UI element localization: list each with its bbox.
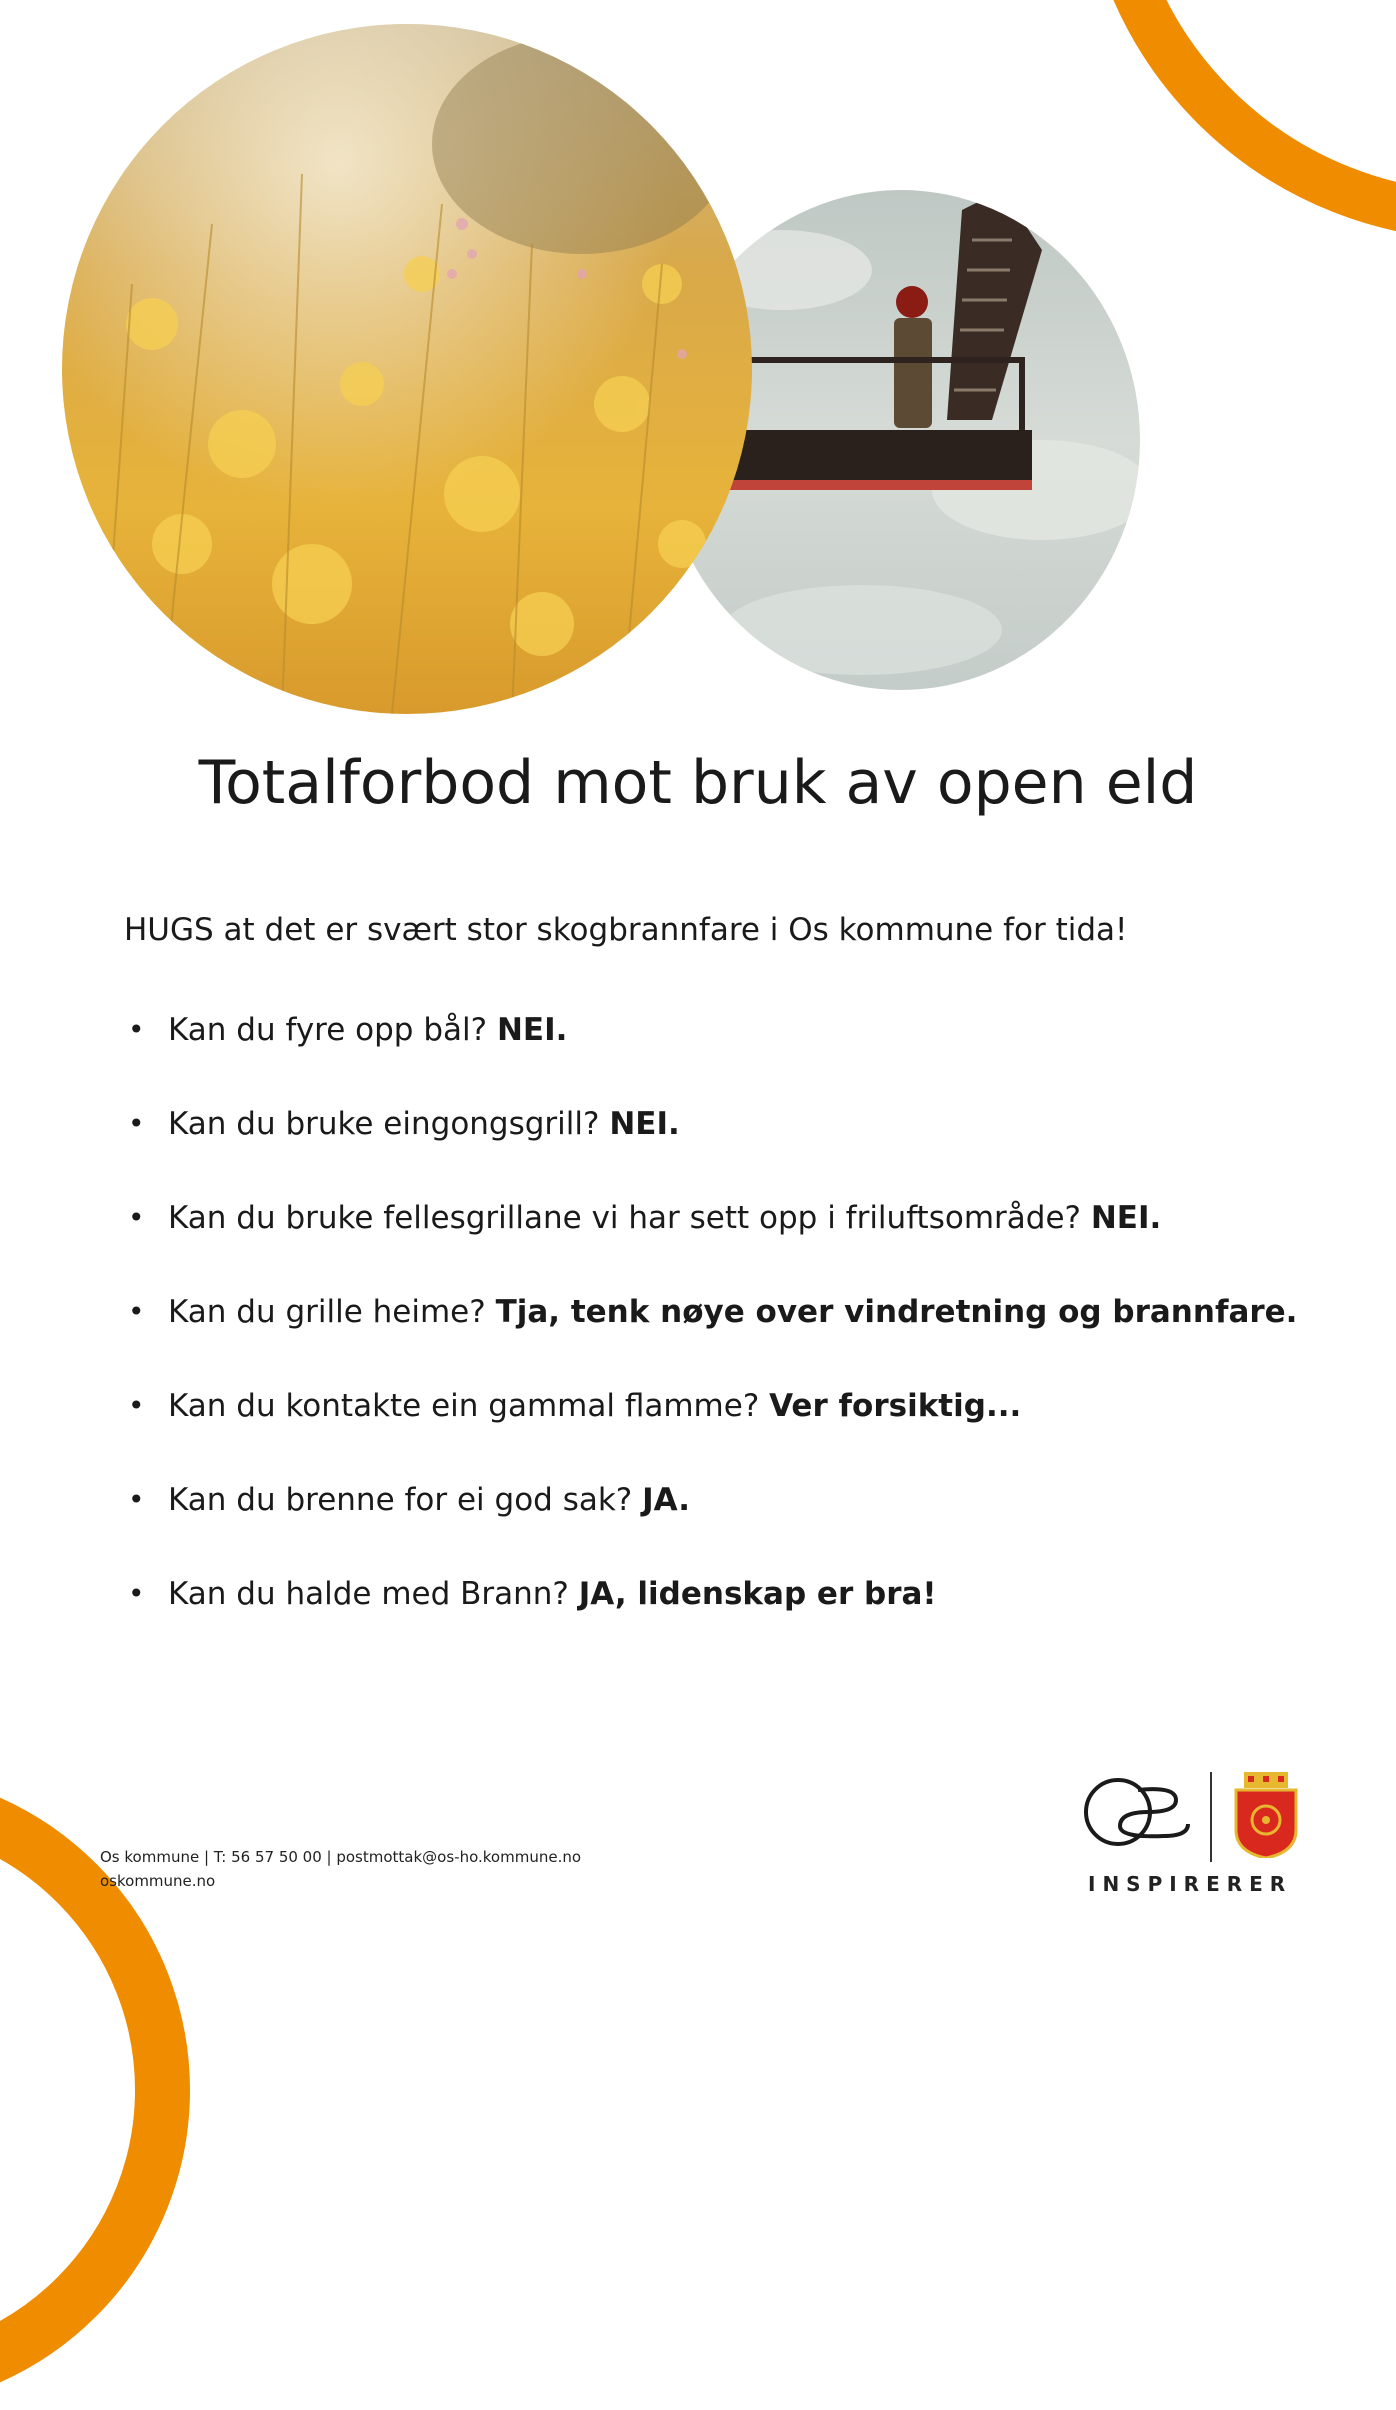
list-item (124, 1000, 1297, 1094)
page-title: Totalforbod mot bruk av open eld (198, 748, 1198, 818)
bullet-icon: • (128, 1201, 145, 1234)
footer-contact (100, 1845, 581, 1893)
answer-text: Tja, tenk nøye over vindretning og brannfare. (495, 1294, 1298, 1330)
intro-text: HUGS at det er svært stor skogbrannfare i Os kommune for tida! (124, 912, 1128, 948)
decorative-orange-arc-top (1080, 0, 1396, 240)
bullet-icon: • (128, 1483, 145, 1516)
list-item (124, 1188, 1297, 1282)
list-item (124, 1376, 1297, 1470)
answer-text: NEI. (609, 1106, 680, 1142)
question-text: Kan du bruke fellesgrillane vi har sett opp i friluftsområde? (168, 1200, 1081, 1236)
bullet-icon: • (128, 1107, 145, 1140)
bullet-icon: • (128, 1013, 145, 1046)
question-text: Kan du halde med Brann? (168, 1576, 569, 1612)
bullet-icon: • (128, 1295, 145, 1328)
question-text: Kan du brenne for ei god sak? (168, 1482, 633, 1518)
answer-text: JA, lidenskap er bra! (578, 1576, 937, 1612)
question-text: Kan du bruke eingongsgrill? (168, 1106, 600, 1142)
list-item (124, 1094, 1297, 1188)
os-logo-icon (1080, 1772, 1192, 1852)
answer-text: Ver forsiktig... (769, 1388, 1022, 1424)
qa-list (124, 1000, 1297, 1658)
footer-website-link[interactable]: oskommune.no (100, 1872, 216, 1890)
list-item (124, 1564, 1297, 1658)
bullet-icon: • (128, 1577, 145, 1610)
answer-text: NEI. (1090, 1200, 1162, 1236)
question-text: Kan du kontakte ein gammal flamme? (168, 1388, 760, 1424)
list-item (124, 1470, 1297, 1564)
question-text: Kan du grille heime? (168, 1294, 486, 1330)
meadow-photo (62, 24, 752, 714)
logo-tagline: INSPIRERER (1088, 1872, 1293, 1896)
footer-contact-line: Os kommune | T: 56 57 50 00 | postmottak@os-ho.kommune.no (100, 1848, 582, 1866)
list-item (124, 1282, 1297, 1376)
bullet-icon: • (128, 1389, 145, 1422)
answer-text: NEI. (496, 1012, 568, 1048)
question-text: Kan du fyre opp bål? (168, 1012, 488, 1048)
logo-divider (1210, 1772, 1212, 1862)
coat-of-arms-icon (1234, 1772, 1298, 1858)
answer-text: JA. (642, 1482, 690, 1518)
